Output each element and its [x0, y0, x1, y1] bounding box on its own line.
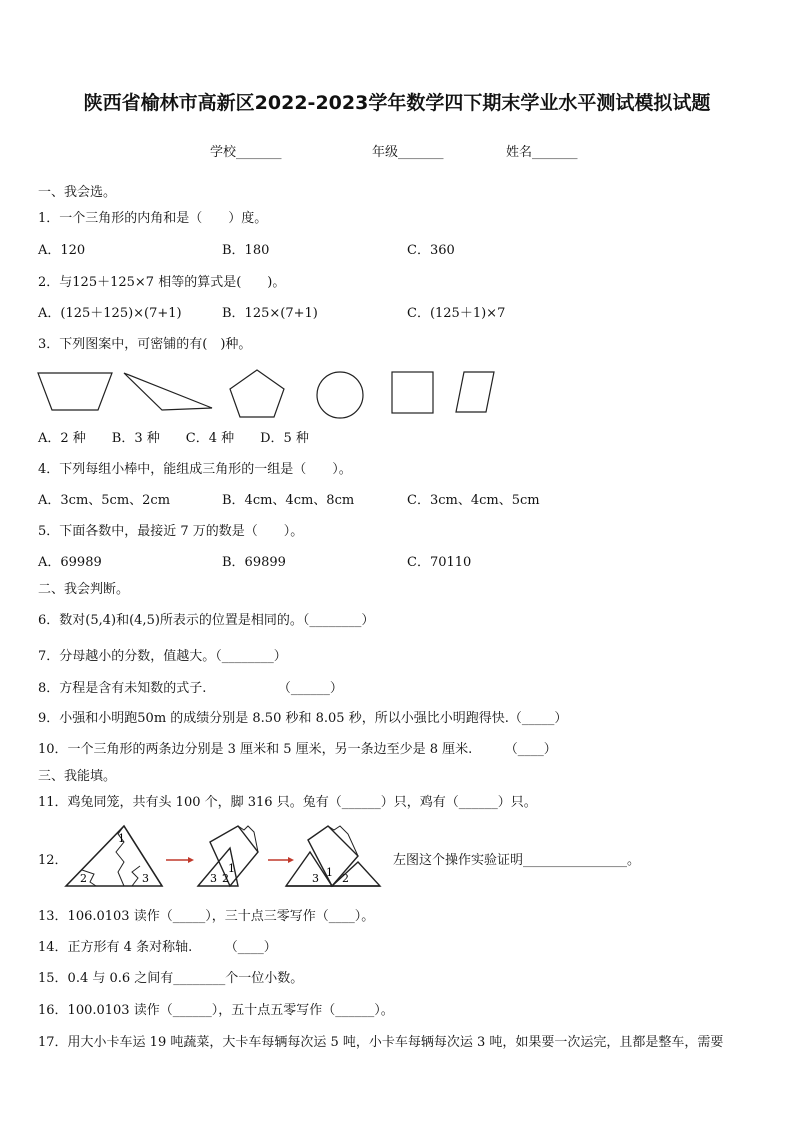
page-title: 陕西省榆林市高新区2022-2023学年数学四下期末学业水平测试模拟试题 [83, 92, 711, 114]
q4-option-b: B．4cm、4cm、8cm [222, 493, 355, 508]
trapezoid-shape [38, 373, 112, 410]
q3-options: A．2 种 B．3 种 C．4 种 D．5 种 [38, 431, 309, 446]
question-10: 10．一个三角形的两条边分别是 3 厘米和 5 厘米，另一条边至少是 8 厘米. （____） [38, 742, 557, 757]
question-11: 11．鸡兔同笼，共有头 100 个，脚 316 只。兔有（______）只，鸡有（______）只。 [38, 795, 537, 810]
q5-option-a: A．69989 [38, 555, 102, 570]
angle-label: 2 [222, 872, 229, 885]
q4-option-a: A．3cm、5cm、2cm [38, 493, 171, 508]
school-field: 学校_______ [210, 145, 282, 160]
triangle-original [66, 826, 162, 886]
question-12-text: 左图这个操作实验证明________________。 [393, 853, 641, 868]
angle-label: 3 [210, 872, 217, 885]
q2-option-c: C．(125＋1)×7 [407, 306, 506, 321]
question-3: 3．下列图案中，可密铺的有( )种。 [38, 337, 252, 352]
angle-label: 3 [142, 872, 149, 885]
q2-option-a: A．(125＋125)×(7+1) [38, 306, 182, 321]
question-5: 5．下面各数中，最接近 7 万的数是（ ）。 [38, 524, 304, 539]
q12-triangle-experiment-figure [62, 822, 382, 890]
angle-label: 2 [80, 872, 87, 885]
q4-option-c: C．3cm、4cm、5cm [407, 493, 540, 508]
question-7: 7．分母越小的分数，值越大。（________） [38, 649, 287, 664]
question-17: 17．用大小卡车运 19 吨蔬菜，大卡车每辆每次运 5 吨，小卡车每辆每次运 3 吨，如果要一次运完，且都是整车，需要 [38, 1035, 724, 1050]
arrow-right-icon [268, 857, 294, 863]
parallelogram-shape [456, 372, 494, 412]
angle-label: 3 [312, 872, 319, 885]
triangle-shape [124, 373, 212, 410]
q1-option-c: C．360 [407, 243, 455, 258]
question-8: 8．方程是含有未知数的式子. （______） [38, 681, 343, 696]
grade-field: 年级_______ [372, 145, 444, 160]
angle-label: 2 [342, 872, 349, 885]
question-13: 13．106.0103 读作（_____），三十点三零写作（____）。 [38, 909, 375, 924]
square-shape [392, 372, 433, 413]
q1-option-a: A．120 [38, 243, 86, 258]
question-12-number: 12． [38, 853, 68, 868]
name-field: 姓名_______ [506, 145, 578, 160]
section-heading-fill: 三、我能填。 [38, 769, 117, 784]
arrow-right-icon [166, 857, 194, 863]
question-14: 14．正方形有 4 条对称轴. （____） [38, 940, 277, 955]
question-15: 15．0.4 与 0.6 之间有________个一位小数。 [38, 971, 304, 986]
circle-shape [317, 372, 363, 418]
question-4: 4．下列每组小棒中，能组成三角形的一组是（ ）。 [38, 462, 352, 477]
q2-option-b: B．125×(7+1) [222, 306, 318, 321]
angle-label: 1 [228, 862, 235, 875]
q5-option-b: B．69899 [222, 555, 286, 570]
pentagon-shape [230, 370, 284, 417]
q5-option-c: C．70110 [407, 555, 472, 570]
section-heading-judge: 二、我会判断。 [38, 582, 130, 597]
question-2: 2．与125＋125×7 相等的算式是( )。 [38, 275, 286, 290]
q1-option-b: B．180 [222, 243, 270, 258]
question-6: 6．数对(5,4)和(4,5)所表示的位置是相同的。（________） [38, 613, 375, 628]
question-1: 1．一个三角形的内角和是（ ）度。 [38, 211, 268, 226]
section-heading-choose: 一、我会选。 [38, 185, 117, 200]
angle-label: 1 [118, 832, 125, 845]
angle-label: 1 [326, 866, 333, 879]
question-16: 16．100.0103 读作（______），五十点五零写作（______）。 [38, 1003, 394, 1018]
question-9: 9．小强和小明跑50m 的成绩分别是 8.50 秒和 8.05 秒，所以小强比小明跑得快.（_____） [38, 711, 568, 726]
triangle-step-three [286, 826, 380, 886]
q3-shapes-figure [34, 368, 504, 420]
triangle-step-two [198, 826, 258, 886]
